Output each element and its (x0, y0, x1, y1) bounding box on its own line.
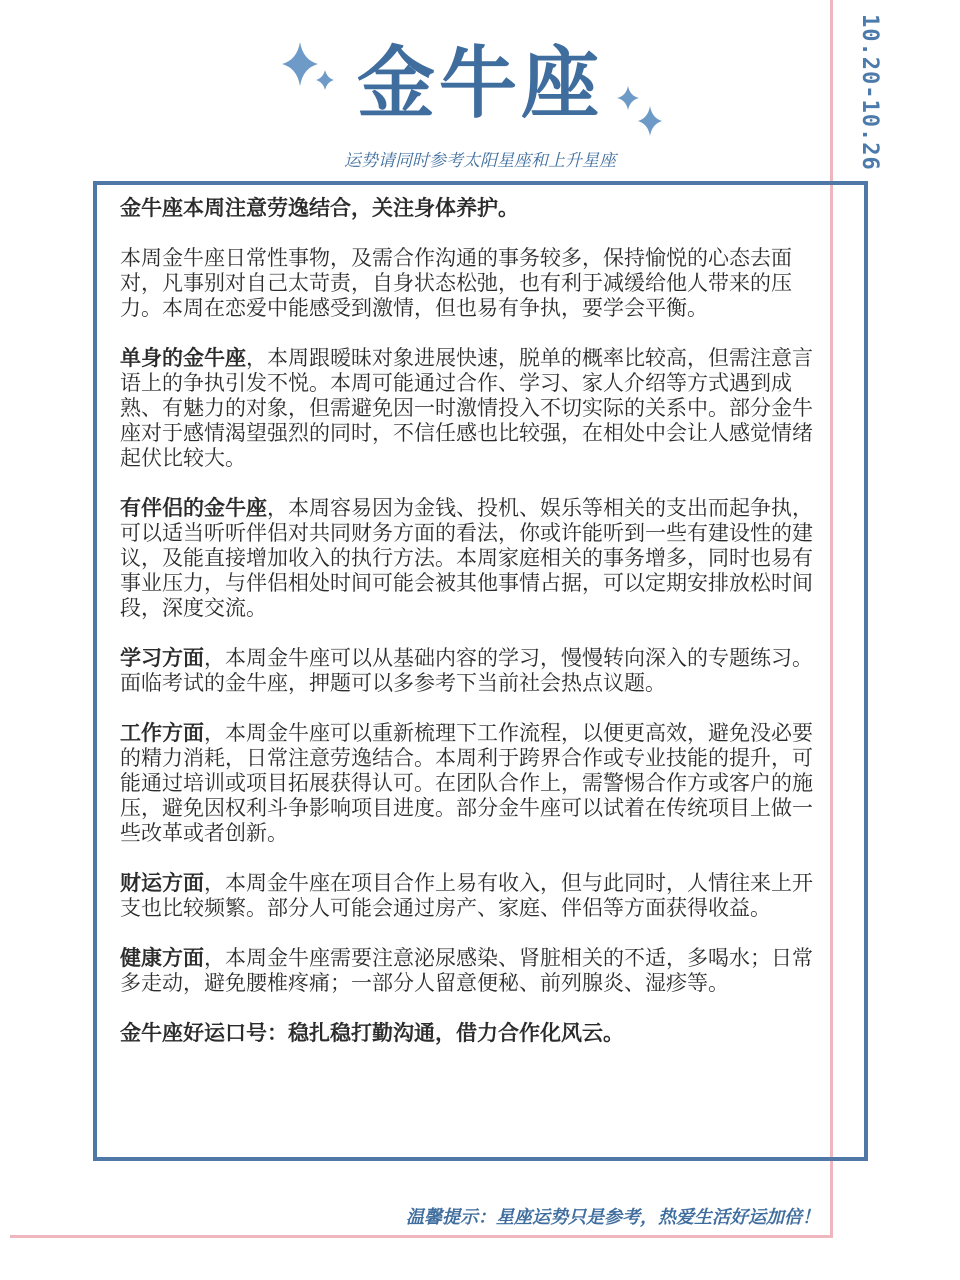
headline: 金牛座本周注意劳逸结合，关注身体养护。 (120, 196, 519, 220)
section-text: ，本周金牛座在项目合作上易有收入，但与此同时，人情往来上开支也比较频繁。部分人可能会通过房产、家庭、伴侣等方面获得收益。 (120, 871, 813, 920)
sparkle-icon (282, 42, 318, 86)
section-partnered (120, 496, 820, 621)
date-range: 10.20-10.26 (857, 14, 882, 171)
slogan: 金牛座好运口号：稳扎稳打勤沟通，借力合作化风云。 (120, 1021, 624, 1045)
section-work (120, 721, 820, 846)
section-label: 单身的金牛座 (120, 346, 246, 370)
section-text: ，本周金牛座可以从基础内容的学习，慢慢转向深入的专题练习。面临考试的金牛座，押题可以多参考下当前社会热点议题。 (120, 646, 813, 695)
section-study (120, 646, 820, 696)
intro-paragraph: 本周金牛座日常性事物，及需合作沟通的事务较多，保持愉悦的心态去面对，凡事别对自己太苛责，自身状态松弛，也有利于减缓给他人带来的压力。本周在恋爱中能感受到激情，但也易有争执，要学会平衡。 (120, 246, 792, 320)
section-wealth (120, 871, 820, 921)
sparkle-icon (638, 106, 662, 136)
section-label: 工作方面 (120, 721, 204, 745)
section-label: 学习方面 (120, 646, 204, 670)
section-single (120, 346, 820, 471)
section-text: ，本周容易因为金钱、投机、娱乐等相关的支出而起争执，可以适当听听伴侣对共同财务方面的看法，你或许能听到一些有建设性的建议，及能直接增加收入的执行方法。本周家庭相关的事务增多，同时也易有事业压力，与伴侣相处时间可能会被其他事情占据，可以定期安排放松时间段，深度交流。 (120, 496, 813, 620)
section-health (120, 946, 820, 996)
section-label: 健康方面 (120, 946, 204, 970)
footer-tip: 温馨提示：星座运势只是参考，热爱生活好运加倍！ (406, 1207, 820, 1228)
pink-horizontal-line (10, 1235, 833, 1238)
section-label: 有伴侣的金牛座 (120, 496, 267, 520)
content-body (120, 196, 820, 1071)
page-title: 金牛座 (356, 39, 603, 129)
section-text: ，本周跟暧昧对象进展快速，脱单的概率比较高，但需注意言语上的争执引发不悦。本周可能通过合作、学习、家人介绍等方式遇到成熟、有魅力的对象，但需避免因一时激情投入不切实际的关系中。部分金牛座对于感情渴望强烈的同时，不信任感也比较强，在相处中会让人感觉情绪起伏比较大。 (120, 346, 813, 470)
section-text: ，本周金牛座需要注意泌尿感染、肾脏相关的不适，多喝水；日常多走动，避免腰椎疼痛；一部分人留意便秘、前列腺炎、湿疹等。 (120, 946, 813, 995)
section-label: 财运方面 (120, 871, 204, 895)
subtitle: 运势请同时参考太阳星座和上升星座 (344, 151, 616, 171)
section-text: ，本周金牛座可以重新梳理下工作流程，以便更高效，避免没必要的精力消耗，日常注意劳逸结合。本周利于跨界合作或专业技能的提升，可能通过培训或项目拓展获得认可。在团队合作上，需警惕合作方或客户的施压，避免因权利斗争影响项目进度。部分金牛座可以试着在传统项目上做一些改革或者创新。 (120, 721, 813, 845)
